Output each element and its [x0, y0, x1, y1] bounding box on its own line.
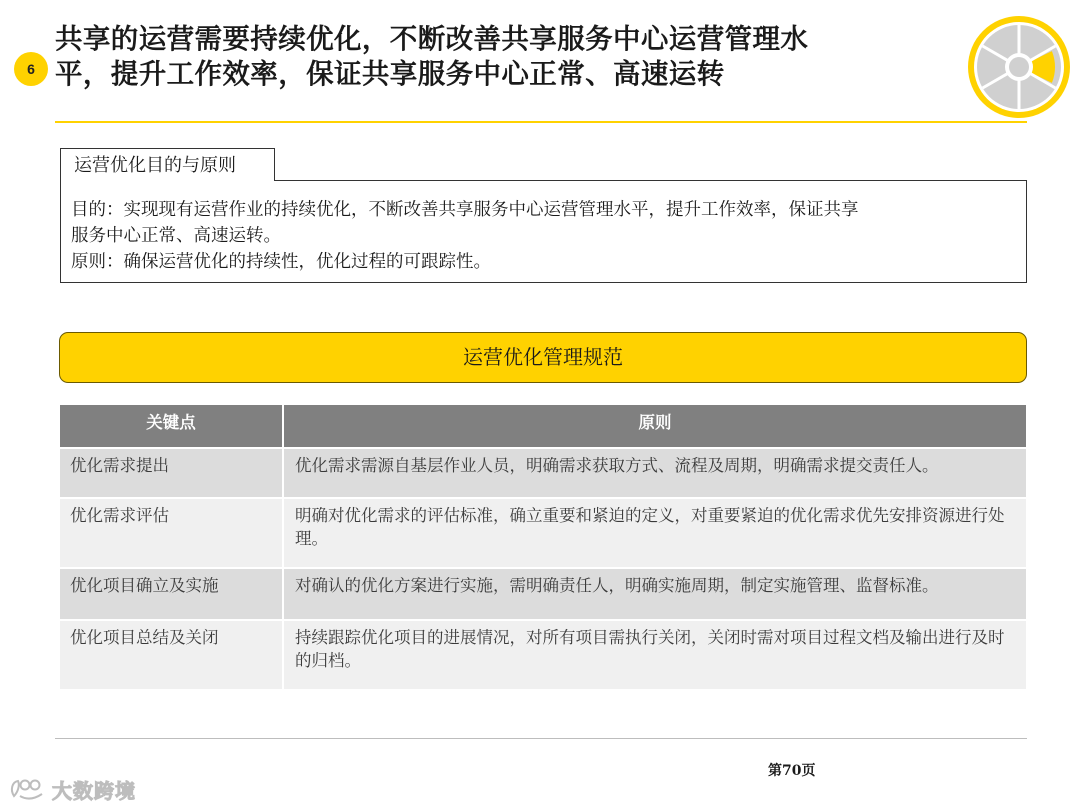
column-header-key: 关键点 — [60, 405, 284, 447]
table-header-row — [60, 405, 1026, 449]
header-divider — [55, 121, 1027, 123]
purpose-line-2: 服务中心正常、高速运转。 — [71, 226, 281, 246]
purpose-line-3: 原则：确保运营优化的持续性，优化过程的可跟踪性。 — [71, 252, 491, 272]
watermark — [8, 774, 136, 804]
table-row — [60, 499, 1026, 569]
section-number-badge: 6 — [14, 52, 48, 86]
row-principle: 持续跟踪优化项目的进展情况，对所有项目需执行关闭，关闭时需对项目过程文档及输出进行及时的归档。 — [295, 628, 1005, 670]
column-header-principle: 原则 — [638, 413, 672, 432]
table-row — [60, 569, 1026, 621]
page-number: 第70页 — [768, 763, 816, 779]
page-title-line-2: 平，提升工作效率，保证共享服务中心正常、高速运转 — [55, 58, 725, 90]
table-row — [60, 621, 1026, 691]
spec-table — [60, 405, 1026, 691]
watermark-text: 大数跨境 — [52, 778, 136, 803]
row-principle: 对确认的优化方案进行实施，需明确责任人，明确实施周期，制定实施管理、监督标准。 — [295, 576, 939, 595]
row-key: 优化项目总结及关闭 — [60, 621, 284, 689]
purpose-tab-label: 运营优化目的与原则 — [60, 148, 275, 181]
page-title — [55, 22, 960, 92]
page-title-line-1: 共享的运营需要持续优化，不断改善共享服务中心运营管理水 — [55, 23, 809, 55]
segmented-progress-wheel-icon — [966, 14, 1072, 120]
purpose-line-1: 目的：实现现有运营作业的持续优化，不断改善共享服务中心运营管理水平，提升工作效率，保证共享 — [71, 200, 859, 220]
row-principle: 优化需求需源自基层作业人员，明确需求获取方式、流程及周期，明确需求提交责任人。 — [295, 456, 939, 475]
row-key: 优化需求评估 — [60, 499, 284, 567]
row-key: 优化需求提出 — [60, 449, 284, 497]
purpose-box — [60, 180, 1027, 283]
table-row — [60, 449, 1026, 499]
section-banner: 运营优化管理规范 — [59, 332, 1027, 383]
dashuju-logo-icon — [8, 776, 48, 802]
row-key: 优化项目确立及实施 — [60, 569, 284, 619]
footer-divider — [55, 738, 1027, 739]
row-principle: 明确对优化需求的评估标准，确立重要和紧迫的定义，对重要紧迫的优化需求优先安排资源进行处理。 — [295, 506, 1005, 548]
